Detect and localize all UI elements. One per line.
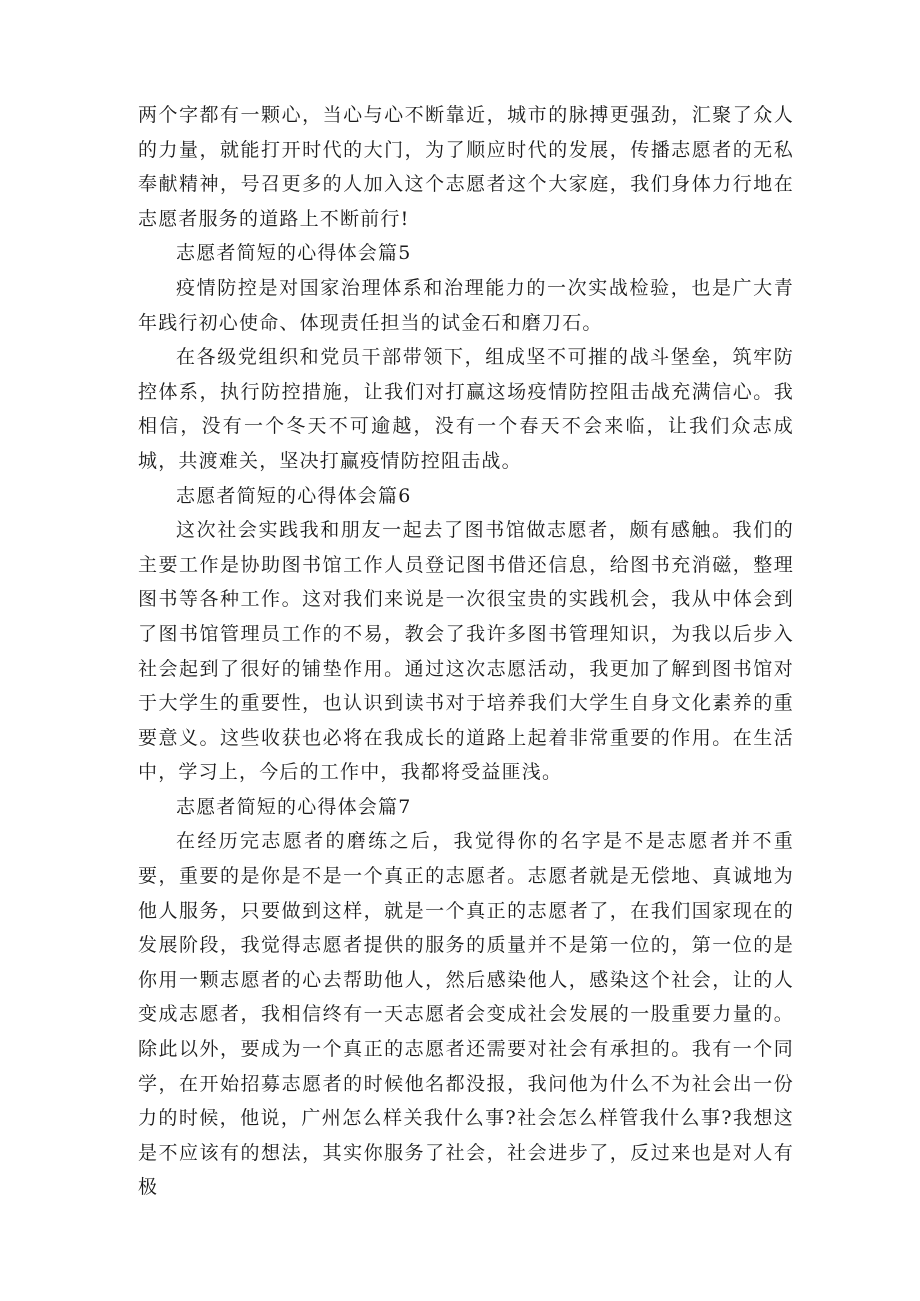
section-heading-7: 志愿者简短的心得体会篇7 bbox=[176, 795, 412, 818]
document-page bbox=[138, 98, 794, 1205]
paragraph-5a: 疫情防控是对国家治理体系和治理能力的一次实战检验，也是广大青年践行初心使命、体现责任担当的试金石和磨刀石。 bbox=[138, 276, 794, 334]
section-heading-5: 志愿者简短的心得体会篇5 bbox=[176, 242, 412, 265]
paragraph-7: 在经历完志愿者的磨练之后，我觉得你的名字是不是志愿者并不重要，重要的是你是不是一个真正的志愿者。志愿者就是无偿地、真诚地为他人服务，只要做到这样，就是一个真正的志愿者了，在我们国家现在的发展阶段，我觉得志愿者提供的服务的质量并不是第一位的，第一位的是你用一颗志愿者的心去帮助他人，然后感染他人，感染这个社会，让的人变成志愿者，我相信终有一天志愿者会变成社会发展的一股重要力量的。除此以外，要成为一个真正的志愿者还需要对社会有承担的。我有一个同学，在开始招募志愿者的时候他名都没报，我问他为什么不为社会出一份力的时候，他说，广州怎么样关我什么事?社会怎么样管我什么事?我想这是不应该有的想法，其实你服务了社会，社会进步了，反过来也是对人有极 bbox=[138, 830, 794, 1199]
section-heading-6: 志愿者简短的心得体会篇6 bbox=[176, 484, 412, 507]
paragraph-continued: 两个字都有一颗心，当心与心不断靠近，城市的脉搏更强劲，汇聚了众人的力量，就能打开时代的大门，为了顺应时代的发展，传播志愿者的无私奉献精神，号召更多的人加入这个志愿者这个大家庭，我们身体力行地在志愿者服务的道路上不断前行! bbox=[138, 104, 794, 230]
paragraph-6: 这次社会实践我和朋友一起去了图书馆做志愿者，颇有感触。我们的主要工作是协助图书馆工作人员登记图书借还信息，给图书充消磁，整理图书等各种工作。这对我们来说是一次很宝贵的实践机会，我从中体会到了图书馆管理员工作的不易，教会了我许多图书管理知识，为我以后步入社会起到了很好的铺垫作用。通过这次志愿活动，我更加了解到图书馆对于大学生的重要性，也认识到读书对于培养我们大学生自身文化素养的重要意义。这些收获也必将在我成长的道路上起着非常重要的作用。在生活中，学习上，今后的工作中，我都将受益匪浅。 bbox=[138, 519, 794, 784]
paragraph-5b: 在各级党组织和党员干部带领下，组成坚不可摧的战斗堡垒，筑牢防控体系，执行防控措施，让我们对打赢这场疫情防控阻击战充满信心。我相信，没有一个冬天不可逾越，没有一个春天不会来临，让我们众志成城，共渡难关，坚决打赢疫情防控阻击战。 bbox=[138, 346, 794, 472]
